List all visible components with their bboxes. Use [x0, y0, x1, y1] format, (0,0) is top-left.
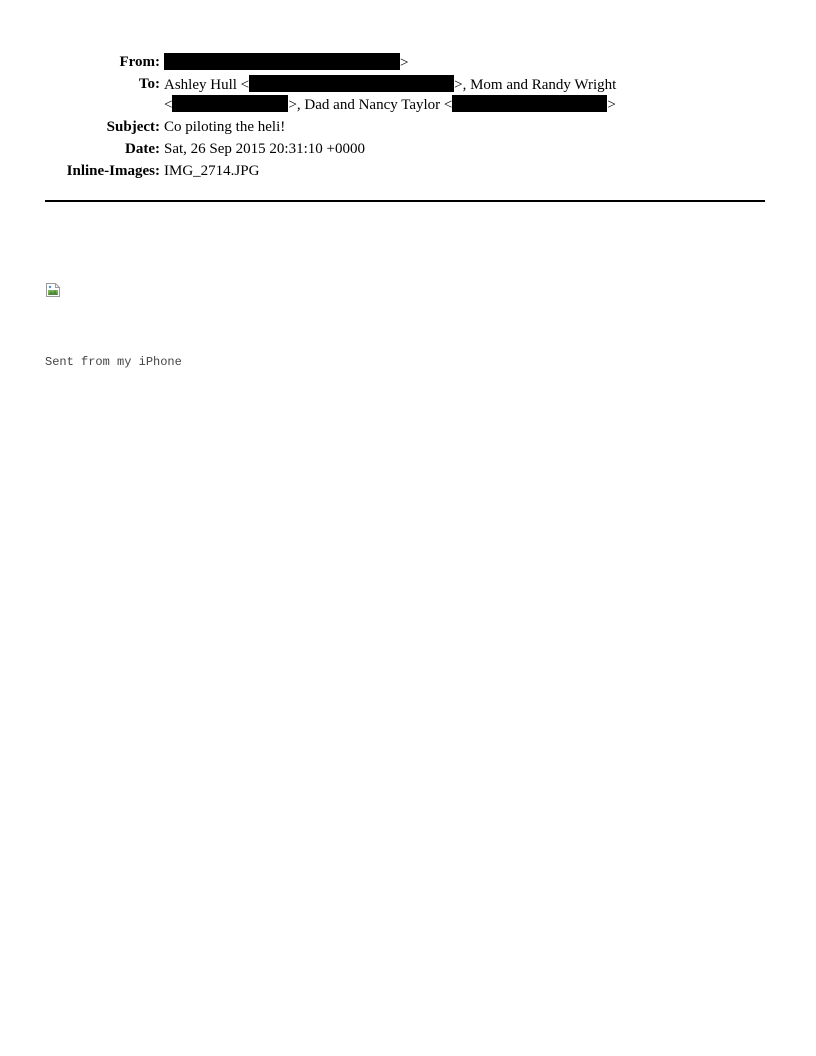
redaction-block — [172, 95, 288, 112]
header-divider — [45, 200, 765, 202]
subject-label: Subject: — [106, 119, 160, 135]
to-text-2c: > — [607, 97, 616, 113]
to-text-2b: >, Dad and Nancy Taylor < — [288, 97, 453, 113]
date-row — [45, 140, 765, 161]
redaction-block — [452, 95, 607, 112]
subject-value: Co piloting the heli! — [164, 119, 286, 135]
to-row — [45, 75, 765, 115]
from-row — [45, 53, 765, 74]
subject-row — [45, 118, 765, 139]
from-value — [164, 53, 765, 73]
from-suffix: > — [400, 55, 409, 71]
redaction-block — [249, 75, 454, 92]
inline-images-label: Inline-Images: — [66, 163, 160, 179]
redaction-block — [164, 53, 400, 70]
to-text-1b: >, Mom and Randy Wright — [454, 77, 617, 93]
to-text-1a: Ashley Hull < — [164, 77, 250, 93]
email-signature: Sent from my iPhone — [45, 355, 182, 369]
from-label: From: — [119, 54, 160, 70]
to-label: To: — [138, 76, 160, 92]
inline-images-row — [45, 162, 765, 183]
date-value: Sat, 26 Sep 2015 20:31:10 +0000 — [164, 141, 365, 157]
to-line-2 — [164, 95, 765, 115]
broken-image-icon — [45, 282, 61, 298]
to-value — [164, 75, 765, 115]
email-header — [45, 53, 765, 183]
to-text-2a: < — [164, 97, 173, 113]
date-label: Date: — [125, 141, 160, 157]
to-line-1 — [164, 75, 765, 95]
inline-images-value: IMG_2714.JPG — [164, 163, 260, 179]
